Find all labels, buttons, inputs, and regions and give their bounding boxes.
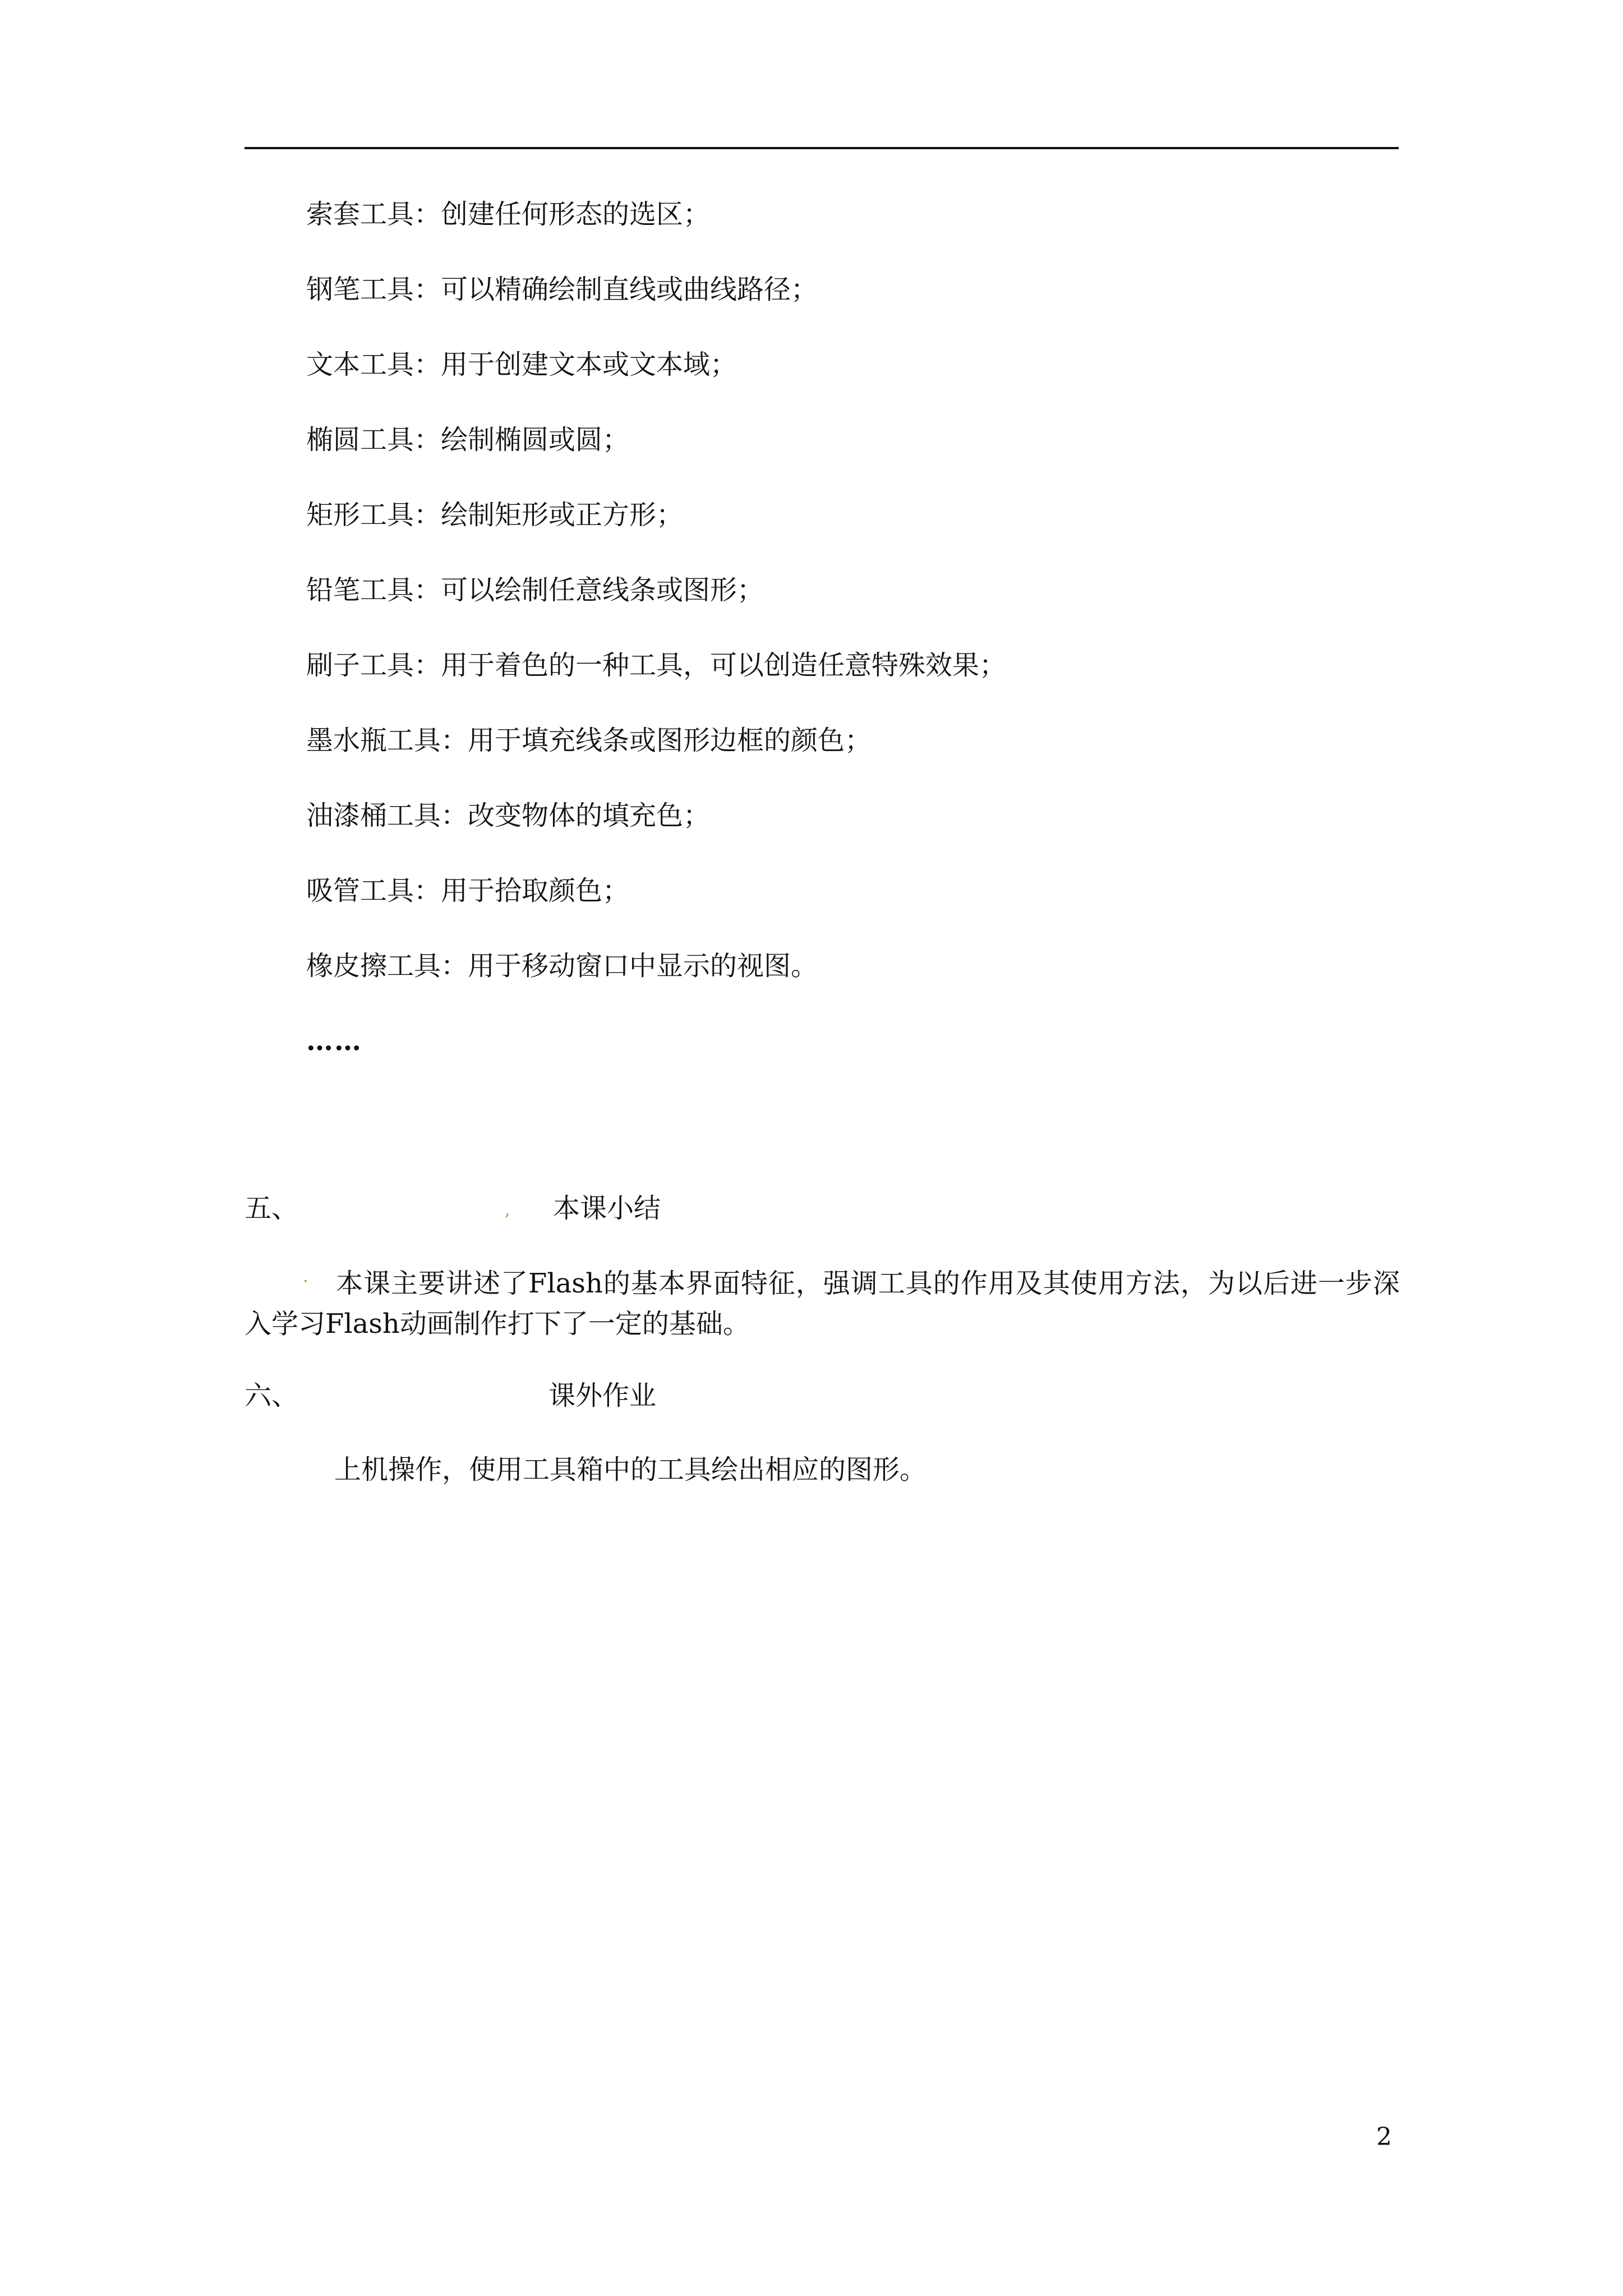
tool-item-pen: 钢笔工具：可以精确绘制直线或曲线路径； [306, 274, 818, 305]
tool-item-pencil: 铅笔工具：可以绘制任意线条或图形； [306, 574, 764, 606]
tool-item-paint-bucket: 油漆桶工具：改变物体的填充色； [306, 800, 711, 831]
section-5-heading [245, 1190, 661, 1226]
section-6-heading [245, 1378, 657, 1414]
section-6-number: 六、 [245, 1380, 299, 1411]
section-6-body: 上机操作，使用工具箱中的工具绘出相应的图形。 [334, 1454, 927, 1485]
tool-description-list [306, 196, 1006, 1098]
section-5-title: 本课小结 [553, 1193, 661, 1224]
tool-item-eyedropper: 吸管工具：用于拾取颜色； [306, 875, 630, 907]
stray-mark: . [303, 1267, 308, 1286]
tool-item-eraser: 橡皮擦工具：用于移动窗口中显示的视图。 [306, 950, 818, 982]
section-5-body-text: 本课主要讲述了Flash的基本界面特征，强调工具的作用及其使用方法，为以后进一步深入学习Flash动画制作打下了一定的基础。 [245, 1268, 1400, 1340]
tool-item-brush: 刷子工具：用于着色的一种工具，可以创造任意特殊效果； [306, 650, 1007, 681]
section-5-body [245, 1263, 1400, 1344]
tool-item-text: 文本工具：用于创建文本或文本域； [306, 349, 737, 380]
section-6-title: 课外作业 [548, 1380, 657, 1411]
tool-item-oval: 椭圆工具：绘制椭圆或圆； [306, 424, 630, 455]
page-number: 2 [1376, 2123, 1392, 2151]
section-5-number: 五、 [245, 1193, 299, 1224]
stray-mark: , [505, 1200, 510, 1220]
tool-item-lasso: 索套工具：创建任何形态的选区； [306, 199, 711, 230]
tool-list-ellipsis: …… [306, 1025, 362, 1057]
tool-item-rectangle: 矩形工具：绘制矩形或正方形； [306, 499, 684, 531]
header-rule [245, 147, 1399, 149]
tool-item-ink-bottle: 墨水瓶工具：用于填充线条或图形边框的颜色； [306, 725, 872, 756]
